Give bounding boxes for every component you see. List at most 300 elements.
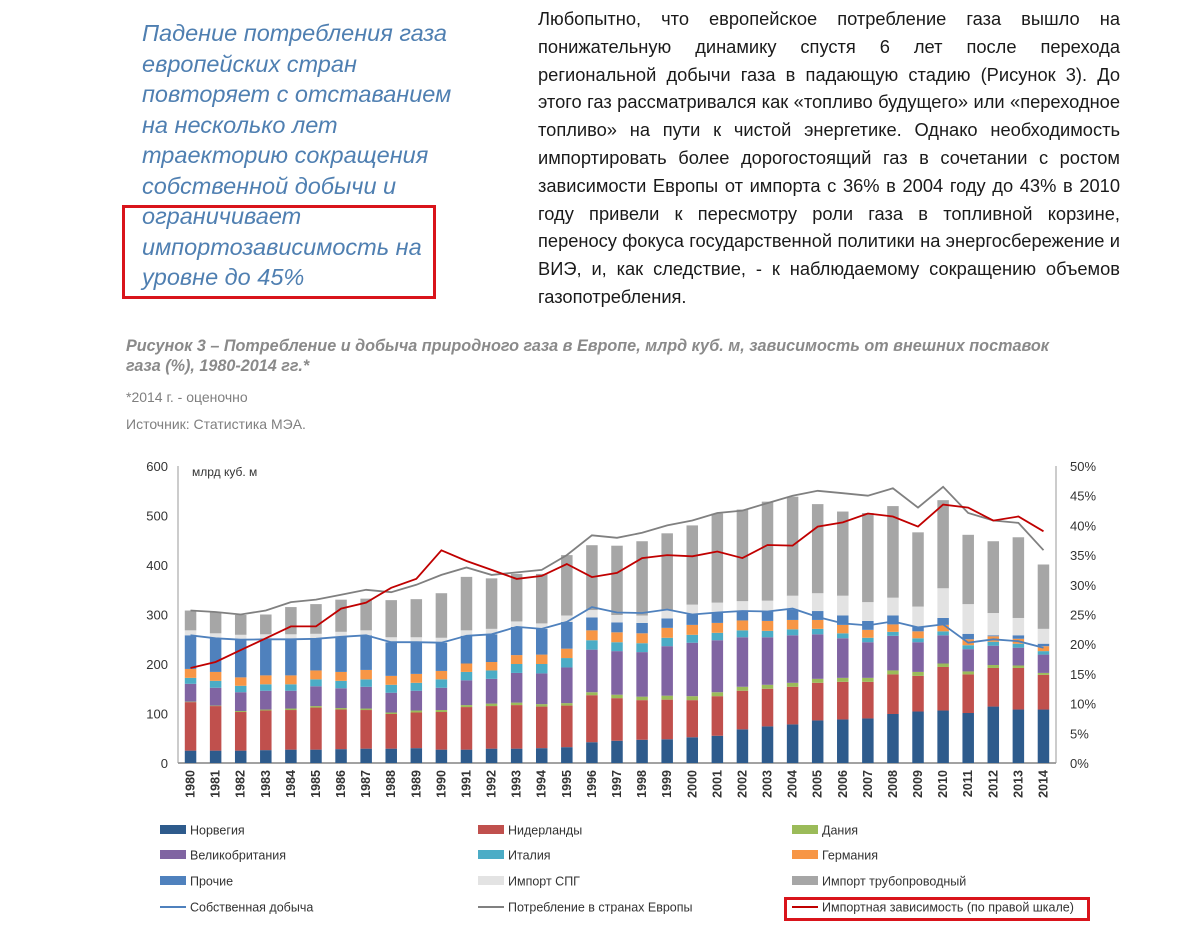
bar-segment [210,638,222,672]
bar-segment [385,714,397,749]
bar-segment [260,710,272,711]
bar-segment [737,637,749,687]
bar-segment [411,713,423,749]
bar-segment [461,577,473,630]
bar-segment [687,525,699,604]
bar-segment [636,740,648,763]
legend-swatch [478,876,504,885]
bar-segment [561,703,573,705]
bar-segment [586,650,598,693]
bar-segment [461,680,473,705]
bar-segment [586,617,598,630]
bar-segment [937,711,949,763]
legend-label: Дания [822,823,859,838]
legend-highlight-box [784,897,1090,921]
bar-segment [210,613,222,634]
bar-segment [1038,655,1050,673]
bar-segment [210,672,222,681]
bar-segment [185,678,197,684]
bar-segment [235,751,247,763]
bar-segment [1038,651,1050,654]
bar-segment [411,691,423,711]
bar-segment [912,532,924,606]
bar-segment [511,749,522,763]
bar-segment [611,546,623,615]
bar-segment [185,751,197,763]
bar-segment [235,712,247,751]
bar-segment [285,607,297,634]
bar-segment [260,684,272,690]
x-tick-label: 1982 [233,770,248,798]
bar-segment [636,633,648,643]
bar-segment [787,596,799,610]
bar-segment [235,686,247,692]
bar-segment [611,741,623,763]
bar-segment [837,633,849,638]
bar-segment [837,596,849,616]
bar-segment [561,622,573,649]
x-tick-label: 1992 [484,770,499,798]
bar-segment [937,500,949,588]
x-tick-label: 2008 [885,770,900,798]
bar-segment [385,642,397,676]
legend-label: Германия [822,848,879,863]
x-tick-label: 1985 [308,770,323,798]
x-tick-label: 2002 [735,770,750,798]
y-left-tick-label: 500 [146,508,168,524]
bar-segment [712,623,724,633]
bar-segment [1013,648,1024,666]
bar-segment [1013,710,1024,763]
bar-segment [210,681,222,688]
bar-segment [887,624,899,631]
bar-segment [737,620,749,630]
bar-segment [436,688,448,710]
x-tick-label: 1989 [409,770,424,798]
x-tick-label: 2006 [835,770,850,798]
y-right-tick-label: 20% [1070,637,1097,653]
bar-segment [687,643,699,696]
x-tick-label: 1990 [434,770,449,798]
figure-note: *2014 г. - оценочно [126,389,248,405]
bar-segment [988,642,1000,646]
bar-segment [887,670,899,674]
bar-segment [511,673,522,703]
bar-segment [912,638,924,642]
bar-segment [310,706,322,707]
figure-title: Рисунок 3 – Потребление и добыча природного газа в Европе, млрд куб. м, зависимость от внешних поставок газа (%), 1980-2014 гг.* [126,337,1049,375]
x-tick-label: 1983 [258,770,273,798]
bar-segment [912,642,924,672]
callout-line: Падение потребления газа [142,20,447,46]
bar-segment [812,683,824,721]
bar-segment [636,623,648,633]
bar-segment [737,611,749,620]
bar-segment [260,615,272,635]
bar-segment [787,629,799,635]
bar-segment [235,615,247,635]
bar-segment [712,613,724,623]
bar-segment [887,636,899,671]
bar-segment [862,718,874,763]
legend-swatch [160,850,186,859]
bar-segment [461,750,473,763]
y-right-tick-label: 45% [1070,488,1097,504]
bar-segment [887,506,899,598]
bar-segment [310,686,322,706]
bar-segment [511,655,522,664]
bar-segment [988,635,1000,636]
bar-segment [185,669,197,678]
bar-segment [712,696,724,736]
callout-line: ограничивает [142,203,302,229]
bar-segment [812,679,824,683]
bar-segment [937,664,949,667]
bar-segment [511,574,522,622]
bar-segment [1038,710,1050,763]
bar-segment [687,700,699,737]
bar-segment [436,679,448,687]
bar-segment [1038,629,1050,644]
bar-segment [561,706,573,748]
bar-segment [937,588,949,618]
bar-segment [385,600,397,637]
x-tick-label: 2001 [710,770,725,798]
bar-segment [486,670,498,678]
bar-segment [436,712,448,750]
bar-segment [260,750,272,763]
bar-segment [762,637,774,685]
bar-segment [712,736,724,763]
bar-segment [661,638,673,646]
legend-swatch [478,825,504,834]
x-tick-label: 2010 [936,770,951,798]
y-right-tick-label: 0% [1070,756,1089,771]
x-tick-label: 1988 [384,770,399,798]
legend-swatch [792,825,818,834]
bar-segment [787,610,799,620]
x-tick-label: 2005 [810,770,825,798]
callout-line: траекторию сокращения [142,142,429,168]
bar-segment [235,640,247,678]
y-right-tick-label: 5% [1070,726,1089,742]
bar-segment [762,601,774,612]
bar-segment [812,620,824,629]
bar-segment [260,691,272,710]
bar-segment [962,713,974,763]
bar-segment [310,604,322,634]
bar-segment [310,639,322,671]
bar-segment [511,705,522,749]
bar-segment [687,615,699,625]
bar-segment [335,749,347,763]
x-tick-label: 2013 [1011,769,1026,798]
bar-segment [335,708,347,709]
bar-segment [461,672,473,680]
bar-segment [912,676,924,712]
x-tick-label: 1993 [509,770,524,798]
bar-segment [837,638,849,678]
bar-segment [436,750,448,763]
legend-swatch [160,876,186,885]
bar-segment [988,665,1000,668]
bar-segment [661,646,673,696]
bar-segment [962,674,974,713]
y-unit-label: млрд куб. м [192,465,258,479]
bar-segment [210,688,222,706]
x-tick-label: 2004 [785,770,800,798]
bar-segment [636,697,648,700]
bar-segment [661,610,673,618]
bar-segment [1013,635,1024,638]
y-right-tick-label: 25% [1070,607,1097,623]
bar-segment [661,618,673,627]
bar-segment [285,684,297,690]
bar-segment [385,685,397,693]
bar-segment [436,671,448,679]
bar-segment [185,635,197,669]
bar-segment [185,611,197,631]
bar-segment [611,698,623,741]
bar-segment [335,672,347,681]
x-tick-label: 1980 [183,770,198,798]
legend-swatch [792,850,818,859]
x-tick-label: 2012 [986,769,1001,798]
bar-segment [762,631,774,637]
bar-segment [762,621,774,631]
x-tick-label: 1984 [283,770,298,798]
bar-segment [561,667,573,703]
bar-segment [335,637,347,672]
x-tick-label: 2014 [1036,770,1051,798]
bar-segment [486,706,498,749]
bar-segment [611,622,623,632]
bar-segment [862,642,874,678]
bar-segment [486,704,498,706]
x-tick-label: 1987 [359,770,374,798]
x-tick-label: 2009 [911,770,926,798]
bar-segment [561,649,573,658]
bar-segment [385,713,397,714]
bar-segment [837,719,849,763]
bar-segment [862,602,874,621]
bar-segment [837,625,849,633]
bar-segment [762,689,774,727]
bar-segment [436,593,448,638]
bar-segment [687,696,699,700]
bar-segment [486,679,498,704]
y-left-tick-label: 0 [160,756,168,771]
bar-segment [962,535,974,604]
bar-segment [787,620,799,629]
x-tick-label: 1994 [534,770,549,798]
legend-swatch [792,876,818,885]
bar-segment [661,628,673,638]
legend-label: Норвегия [190,823,245,838]
bar-segment [511,703,522,705]
bar-segment [1038,675,1050,710]
bar-segment [360,710,372,749]
bar-segment [988,668,1000,707]
bar-segment [385,693,397,713]
bar-segment [787,683,799,687]
bar-segment [260,639,272,675]
bar-segment [912,712,924,763]
y-right-tick-label: 40% [1070,518,1097,534]
callout-line: европейских стран [142,50,357,77]
bar-segment [812,720,824,763]
bar-segment [611,615,623,622]
bar-segment [988,646,1000,665]
bar-segment [912,607,924,627]
bar-segment [787,724,799,763]
y-right-tick-label: 30% [1070,577,1097,593]
bar-segment [461,636,473,664]
legend-label: Потребление в странах Европы [508,900,693,915]
bar-segment [837,678,849,682]
bar-segment [185,702,197,751]
bar-segment [285,639,297,675]
bar-segment [536,574,548,624]
bar-segment [285,709,297,710]
bar-segment [335,688,347,708]
bar-segment [1013,618,1024,635]
y-right-tick-label: 15% [1070,666,1097,682]
gas-chart [0,440,1186,931]
bar-segment [737,630,749,637]
bar-segment [536,673,548,704]
bar-segment [360,670,372,679]
y-left-tick-label: 400 [146,558,168,573]
bar-segment [411,642,423,674]
bar-segment [335,710,347,750]
legend-label: Нидерланды [508,823,583,838]
bar-segment [988,541,1000,613]
bar-segment [862,678,874,682]
bar-segment [260,675,272,684]
bar-segment [411,674,423,683]
bar-segment [962,634,974,639]
callout-line: повторяет с отставанием [142,81,452,107]
x-tick-label: 1998 [635,770,650,798]
bar-segment [461,664,473,672]
bar-segment [862,682,874,719]
legend-label: Собственная добыча [190,900,314,915]
bar-segment [661,533,673,610]
bar-segment [762,685,774,689]
bar-segment [335,681,347,688]
legend-label: Великобритания [190,848,286,863]
figure-source: Источник: Статистика МЭА. [126,416,306,432]
legend-label: Импорт СПГ [508,874,580,889]
x-tick-label: 2011 [961,770,976,798]
y-right-tick-label: 10% [1070,696,1097,712]
bar-segment [310,679,322,686]
bar-segment [611,695,623,698]
bar-segment [360,749,372,763]
y-left-tick-label: 200 [146,657,168,672]
bar-segment [285,710,297,750]
x-tick-label: 2000 [685,770,700,798]
bar-segment [411,711,423,713]
bar-segment [561,747,573,763]
y-left-tick-label: 300 [146,607,168,623]
y-left-tick-label: 600 [146,459,168,474]
callout-highlight-box [122,205,436,299]
x-tick-label: 1995 [559,770,574,798]
bar-segment [411,748,423,763]
bar-segment [586,640,598,649]
bar-segment [611,642,623,651]
bar-segment [611,651,623,695]
callout-line: импортозависимость на [142,233,422,260]
bar-segment [586,742,598,763]
x-tick-label: 1986 [334,770,349,798]
bar-segment [411,599,423,637]
bar-segment [586,695,598,742]
y-right-tick-label: 35% [1070,548,1097,564]
bar-segment [536,704,548,706]
bar-segment [210,751,222,763]
bar-segment [762,502,774,601]
bar-segment [862,638,874,642]
bar-segment [887,714,899,763]
legend-label: Прочие [190,874,234,889]
bar-segment [1038,565,1050,629]
x-tick-label: 1999 [660,770,675,798]
bar-segment [511,664,522,673]
bar-segment [712,692,724,696]
x-tick-label: 1981 [208,770,223,798]
bar-segment [887,598,899,616]
bar-segment [661,739,673,763]
bar-segment [611,632,623,642]
bar-segment [360,635,372,670]
legend-label: Импорт трубопроводный [822,874,967,889]
y-left-tick-label: 100 [146,706,168,722]
bar-segment [561,658,573,667]
bar-segment [210,706,222,751]
bar-segment [737,691,749,730]
bar-segment [937,667,949,711]
x-tick-label: 1997 [610,770,624,798]
bar-segment [285,691,297,709]
bar-segment [636,652,648,697]
bar-segment [762,726,774,763]
bar-segment [636,615,648,622]
legend-swatch [160,825,186,834]
bar-segment [436,710,448,712]
bar-segment [360,709,372,710]
bar-segment [235,677,247,685]
bar-segment [862,513,874,602]
bar-segment [385,676,397,685]
bar-segment [712,633,724,640]
bar-segment [787,687,799,725]
bar-segment [937,631,949,635]
bar-segment [787,635,799,683]
bar-segment [712,640,724,692]
bar-segment [461,707,473,750]
bar-segment [235,711,247,712]
bar-segment [737,729,749,763]
bar-segment [235,692,247,711]
bar-segment [1013,644,1024,648]
bar-segment [962,671,974,674]
bar-segment [812,634,824,679]
bar-segment [486,662,498,670]
bar-segment [636,700,648,740]
